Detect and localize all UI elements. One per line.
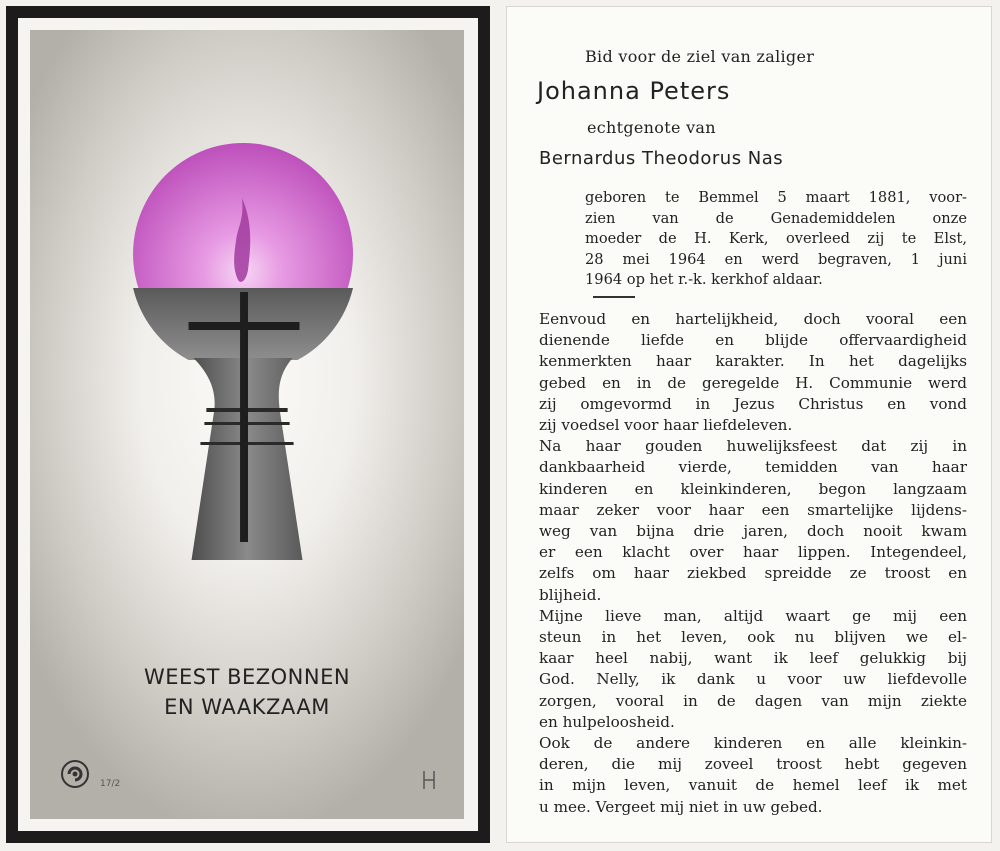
memorial-text-line: deren, die mij zoveel troost hebt gegeven: [539, 755, 967, 774]
memorial-card-back: [506, 6, 992, 843]
memorial-text-line: Eenvoud en hartelijkheid, doch vooral een: [539, 310, 967, 328]
memorial-text-line: kinderen en kleinkinderen, begon langzaam: [539, 479, 967, 498]
memorial-text-line: in mijn leven, vanuit de hemel leef ik met: [539, 776, 967, 795]
memorial-text-line: en hulpeloosheid.: [539, 712, 675, 731]
section-divider: [593, 296, 635, 298]
card-front-inner: [18, 18, 478, 831]
publisher-logo-icon: [60, 759, 90, 789]
memorial-text-line: u mee. Vergeet mij niet in uw gebed.: [539, 797, 823, 816]
memorial-text-block: [539, 309, 967, 818]
memorial-text-line: er een klacht over haar lippen. Integendeel,: [539, 543, 967, 562]
memorial-text-line: Na haar gouden huwelijksfeest dat zij in: [539, 437, 967, 456]
motto: [30, 662, 464, 722]
memorial-text-line: zij voedsel voor haar liefdeleven.: [539, 416, 793, 435]
memorial-text-line: Mijne lieve man, altijd waart ge mij een: [539, 606, 967, 625]
memorial-text-line: Ook de andere kinderen en alle kleinkin-: [539, 734, 967, 753]
cross-horizontal: [189, 322, 300, 330]
memorial-text-line: dankbaarheid vierde, temidden van haar: [539, 458, 967, 477]
biography-line: moeder de H. Kerk, overleed zij te Elst,: [585, 230, 967, 247]
biography-line: geboren te Bemmel 5 maart 1881, voor-: [585, 189, 967, 206]
biography-block: [585, 188, 967, 291]
biography-line: 1964 op het r.-k. kerkhof aldaar.: [585, 271, 823, 288]
motto-line: EN WAAKZAAM: [164, 695, 330, 719]
memorial-text-line: steun in het leven, ook nu blijven we el-: [539, 628, 967, 647]
spouse-intro: echtgenote van: [587, 118, 716, 137]
memorial-text-line: gebed en in de geregelde H. Communie werd: [539, 373, 967, 392]
memorial-text-line: kenmerkten haar karakter. In het dagelijks: [539, 352, 967, 371]
motto-line: WEEST BEZONNEN: [143, 665, 351, 689]
memorial-text-line: kaar heel nabij, want ik leef gelukkig bij: [539, 649, 967, 668]
artist-signature-icon: [420, 767, 438, 793]
memorial-card-front: [6, 6, 490, 843]
biography-line: 28 mei 1964 en werd begraven, 1 juni: [585, 250, 967, 268]
biography-line: zien van de Genademiddelen onze: [585, 209, 967, 227]
memorial-text-line: dienende liefde en blijde offervaardigheid: [539, 331, 967, 350]
memorial-text-line: blijheid.: [539, 585, 602, 604]
memorial-text-line: zij omgevormd in Jezus Christus en vond: [539, 394, 967, 413]
memorial-text-line: zorgen, vooral in de dagen van mijn ziekte: [539, 691, 967, 710]
spouse-name: Bernardus Theodorus Nas: [539, 148, 784, 169]
prayer-intro: Bid voor de ziel van zaliger: [585, 47, 815, 66]
memorial-text-line: maar zeker voor haar een smartelijke lijdens-: [539, 500, 967, 519]
memorial-text-line: God. Nelly, ik dank u voor uw liefdevolle: [539, 670, 967, 689]
card-front-artwork: [30, 30, 464, 819]
deceased-name: Johanna Peters: [537, 77, 731, 105]
publisher-number: 17/2: [100, 779, 121, 789]
memorial-text-line: zelfs om haar ziekbed spreidde ze troost en: [539, 564, 967, 583]
memorial-text-line: weg van bijna drie jaren, doch nooit kwam: [539, 522, 967, 541]
